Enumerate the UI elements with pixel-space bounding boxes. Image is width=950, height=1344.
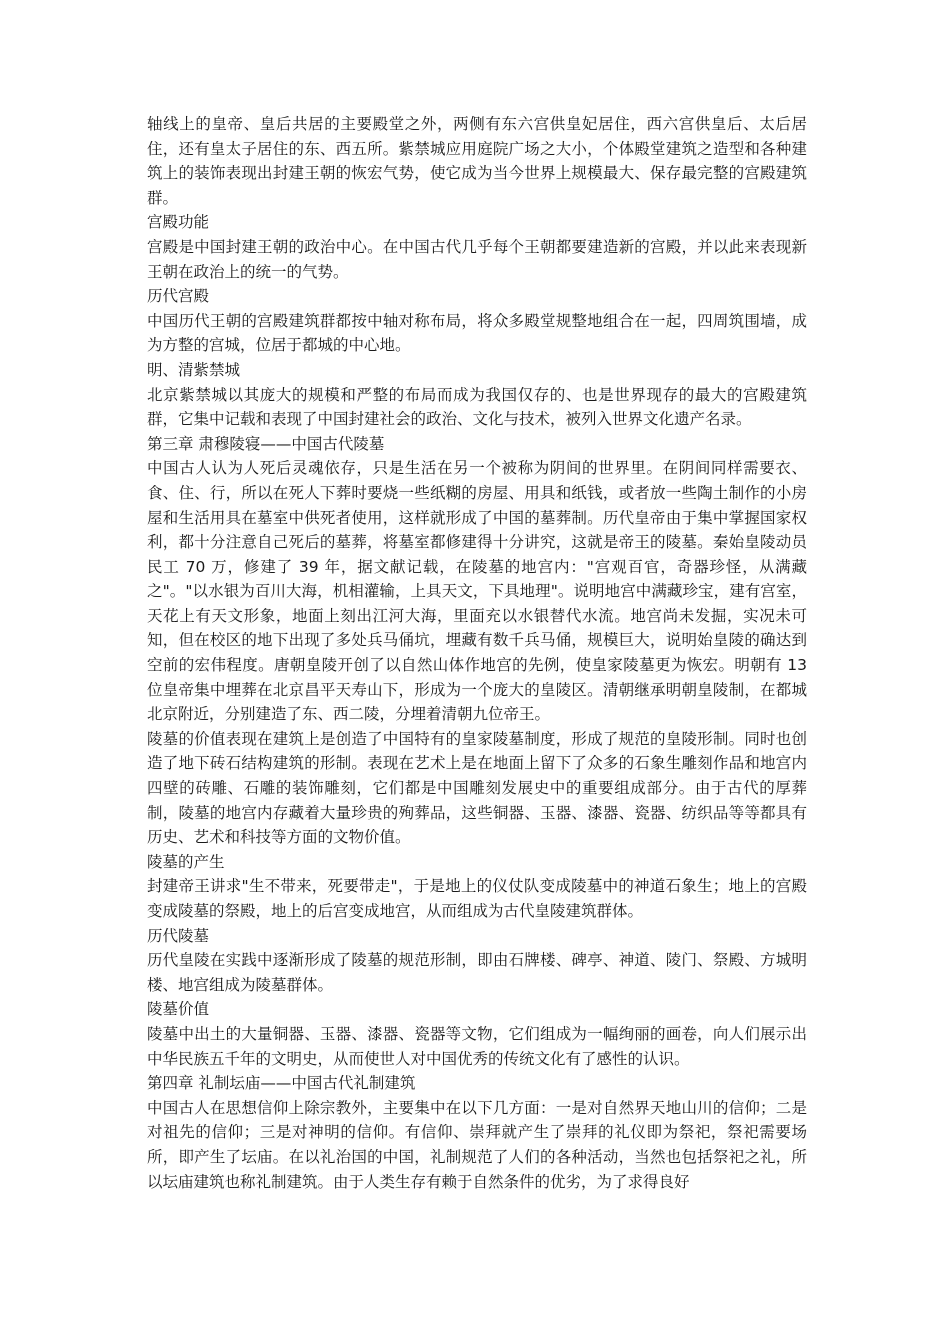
paragraph-forbidden-city-layout: 轴线上的皇帝、皇后共居的主要殿堂之外，两侧有东六宫供皇妃居住，西六宫供皇后、太后居住，还有皇太子居住的东、西五所。紫禁城应用庭院广场之大小，个体殿堂建筑之造型和各种建筑上的装饰表现出封建王朝的恢宏气势，使它成为当今世界上规模最大、保存最完整的宫殿建筑群。 bbox=[147, 115, 807, 207]
paragraph-ritual-architecture: 中国古人在思想信仰上除宗教外，主要集中在以下几方面：一是对自然界天地山川的信仰；二是对祖先的信仰；三是对神明的信仰。有信仰、崇拜就产生了崇拜的礼仪即为祭祀，祭祀需要场所，即产生了坛庙。在以礼治国的中国，礼制规范了人们的各种活动，当然也包括祭祀之礼，所以坛庙建筑也称礼制建筑。由于人类生存有赖于自然条件的优劣，为了求得良好 bbox=[147, 1098, 807, 1191]
paragraph-palace-function: 宫殿是中国封建王朝的政治中心。在中国古代几乎每个王朝都要建造新的宫殿，并以此来表现新王朝在政治上的统一的气势。 bbox=[147, 237, 807, 281]
heading-tomb-value: 陵墓价值 bbox=[147, 1000, 210, 1019]
paragraph-tomb-value-architecture: 陵墓的价值表现在建筑上是创造了中国特有的皇家陵墓制度，形成了规范的皇陵形制。同时也创造了地下砖石结构建筑的形制。表现在艺术上是在地面上留下了众多的石象生雕刻作品和地宫内四壁的砖雕、石雕的装饰雕刻，它们都是中国雕刻发展史中的重要组成部分。由于古代的厚葬制，陵墓的地宫内存藏着大量珍贵的殉葬品，这些铜器、玉器、漆器、瓷器、纺织品等等都具有历史、艺术和科技等方面的文物价值。 bbox=[147, 729, 807, 847]
paragraph-tomb-origins: 中国古人认为人死后灵魂依存，只是生活在另一个被称为阴间的世界里。在阴间同样需要衣、食、住、行，所以在死人下葬时要烧一些纸糊的房屋、用具和纸钱，或者放一些陶土制作的小房屋和生活用具在墓室中供死者使用，这样就形成了中国的墓葬制。历代皇帝由于集中掌握国家权利，都十分注意自己死后的墓葬，将墓室都修建得十分讲究，这就是帝王的陵墓。秦始皇陵动员民工 70 万，修建了 39 年，据文献记载，在陵墓的地宫内："宫观百官，奇器珍怪，从满藏之"。"以水银为百川大海，机相灌输，上具天文，下具地理"。说明地宫中满藏珍宝，建有宫室，天花上有天文形象，地面上刻出江河大海，里面充以水银替代水流。地宫尚未发掘，实况未可知，但在校区的地下出现了多处兵马俑坑，埋藏有数千兵马俑，规模巨大，说明始皇陵的确达到空前的宏伟程度。唐朝皇陵开创了以自然山体作地宫的先例，使皇家陵墓更为恢宏。明朝有 13 位皇帝集中埋葬在北京昌平天寿山下，形成为一个庞大的皇陵区。清朝继承明朝皇陵制，在都城北京附近，分别建造了东、西二陵，分埋着清朝九位帝王。 bbox=[147, 459, 807, 724]
heading-palace-function: 宫殿功能 bbox=[147, 213, 210, 232]
heading-tomb-emergence: 陵墓的产生 bbox=[147, 852, 225, 871]
heading-chapter-four: 第四章 礼制坛庙——中国古代礼制建筑 bbox=[147, 1074, 416, 1093]
document-page bbox=[147, 112, 807, 1194]
paragraph-tomb-emergence: 封建帝王讲求"生不带来，死要带走"，于是地上的仪仗队变成陵墓中的神道石象生；地上的宫殿变成陵墓的祭殿，地上的后宫变成地宫，从而组成为古代皇陵建筑群体。 bbox=[147, 877, 807, 920]
paragraph-historical-palaces: 中国历代王朝的宫殿建筑群都按中轴对称布局，将众多殿堂规整地组合在一起，四周筑围墙，成为方整的宫城，位居于都城的中心地。 bbox=[147, 311, 807, 355]
heading-ming-qing-forbidden-city: 明、清紫禁城 bbox=[147, 360, 241, 379]
heading-historical-palaces: 历代宫殿 bbox=[147, 287, 210, 306]
paragraph-ming-qing-forbidden-city: 北京紫禁城以其庞大的规模和严整的布局而成为我国仅存的、也是世界现存的最大的宫殿建筑群，它集中记载和表现了中国封建社会的政治、文化与技术，被列入世界文化遗产名录。 bbox=[147, 385, 807, 429]
heading-historical-tombs: 历代陵墓 bbox=[147, 926, 210, 945]
paragraph-historical-tombs: 历代皇陵在实践中逐渐形成了陵墓的规范形制，即由石牌楼、碑亭、神道、陵门、祭殿、方城明楼、地宫组成为陵墓群体。 bbox=[147, 951, 807, 994]
paragraph-tomb-value: 陵墓中出土的大量铜器、玉器、漆器、瓷器等文物，它们组成为一幅绚丽的画卷，向人们展示出中华民族五千年的文明史，从而使世人对中国优秀的传统文化有了感性的认识。 bbox=[147, 1024, 807, 1068]
heading-chapter-three: 第三章 肃穆陵寝——中国古代陵墓 bbox=[147, 434, 385, 453]
